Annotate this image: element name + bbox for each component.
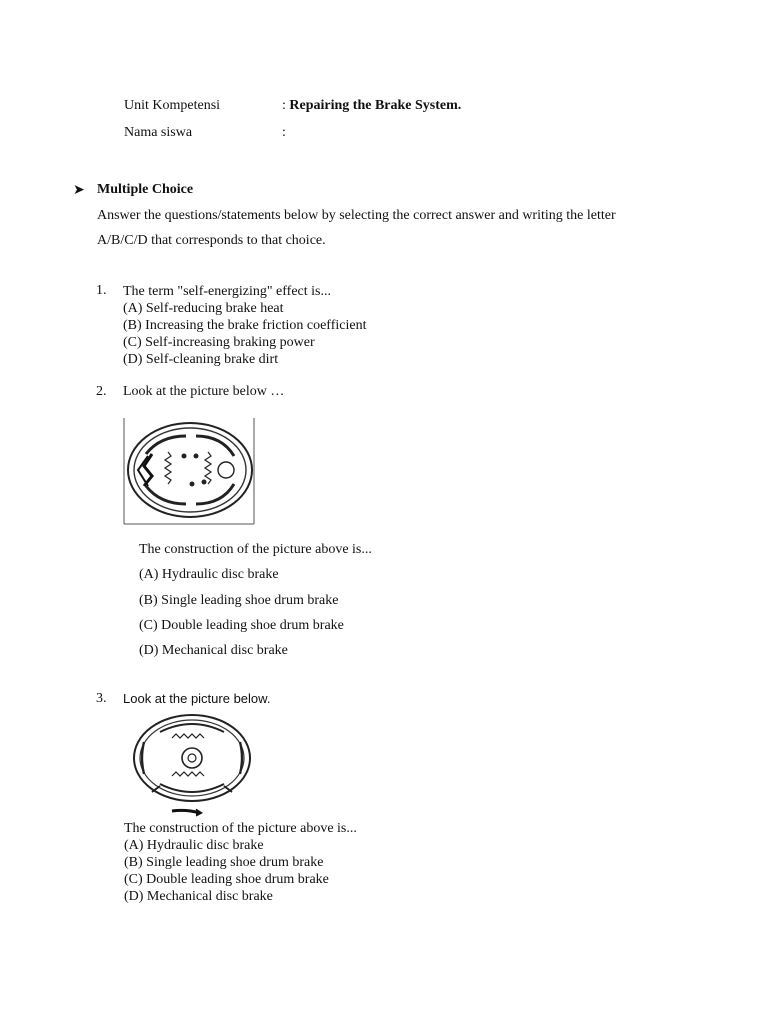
- instruction-line-1: Answer the questions/statements below by selecting the correct answer and writing the letter: [97, 208, 616, 223]
- unit-value: Repairing the Brake System.: [289, 98, 462, 113]
- question-number: 1.: [96, 283, 107, 298]
- option-a: (A) Self-reducing brake heat: [123, 301, 284, 316]
- question-2-answers: [139, 540, 372, 666]
- option-d: (D) Mechanical disc brake: [124, 889, 273, 904]
- option-c: (C) Double leading shoe drum brake: [124, 872, 329, 887]
- question-1: [123, 283, 366, 368]
- option-a: (A) Hydraulic disc brake: [139, 567, 279, 583]
- option-a: (A) Hydraulic disc brake: [124, 838, 264, 853]
- section-title: Multiple Choice: [97, 182, 194, 197]
- option-b: (B) Single leading shoe drum brake: [124, 855, 324, 870]
- question-3-answers: [124, 820, 357, 905]
- unit-label: Unit Kompetensi: [124, 98, 221, 113]
- drum-brake-figure-1: [122, 416, 256, 526]
- option-c: (C) Double leading shoe drum brake: [139, 617, 344, 633]
- question-prompt: The construction of the picture above is...: [124, 821, 357, 836]
- name-separator: :: [282, 125, 286, 140]
- question-text: The term "self-energizing" effect is...: [123, 284, 331, 299]
- unit-separator: :: [282, 98, 286, 113]
- unit-value-row: [282, 98, 461, 114]
- option-b: (B) Single leading shoe drum brake: [139, 592, 339, 608]
- question-text: Look at the picture below.: [123, 691, 271, 706]
- name-label: Nama siswa: [124, 125, 193, 140]
- section-bullet: ➤: [73, 182, 85, 198]
- option-b: (B) Increasing the brake friction coefficient: [123, 318, 367, 333]
- instruction-line-2: A/B/C/D that corresponds to that choice.: [97, 233, 326, 248]
- option-d: (D) Mechanical disc brake: [139, 643, 288, 659]
- question-number: 3.: [96, 691, 107, 706]
- question-text: Look at the picture below …: [123, 384, 285, 399]
- question-number: 2.: [96, 384, 107, 399]
- drum-brake-figure-2: [130, 710, 256, 818]
- option-d: (D) Self-cleaning brake dirt: [123, 352, 279, 367]
- question-prompt: The construction of the picture above is...: [139, 542, 372, 557]
- option-c: (C) Self-increasing braking power: [123, 335, 315, 350]
